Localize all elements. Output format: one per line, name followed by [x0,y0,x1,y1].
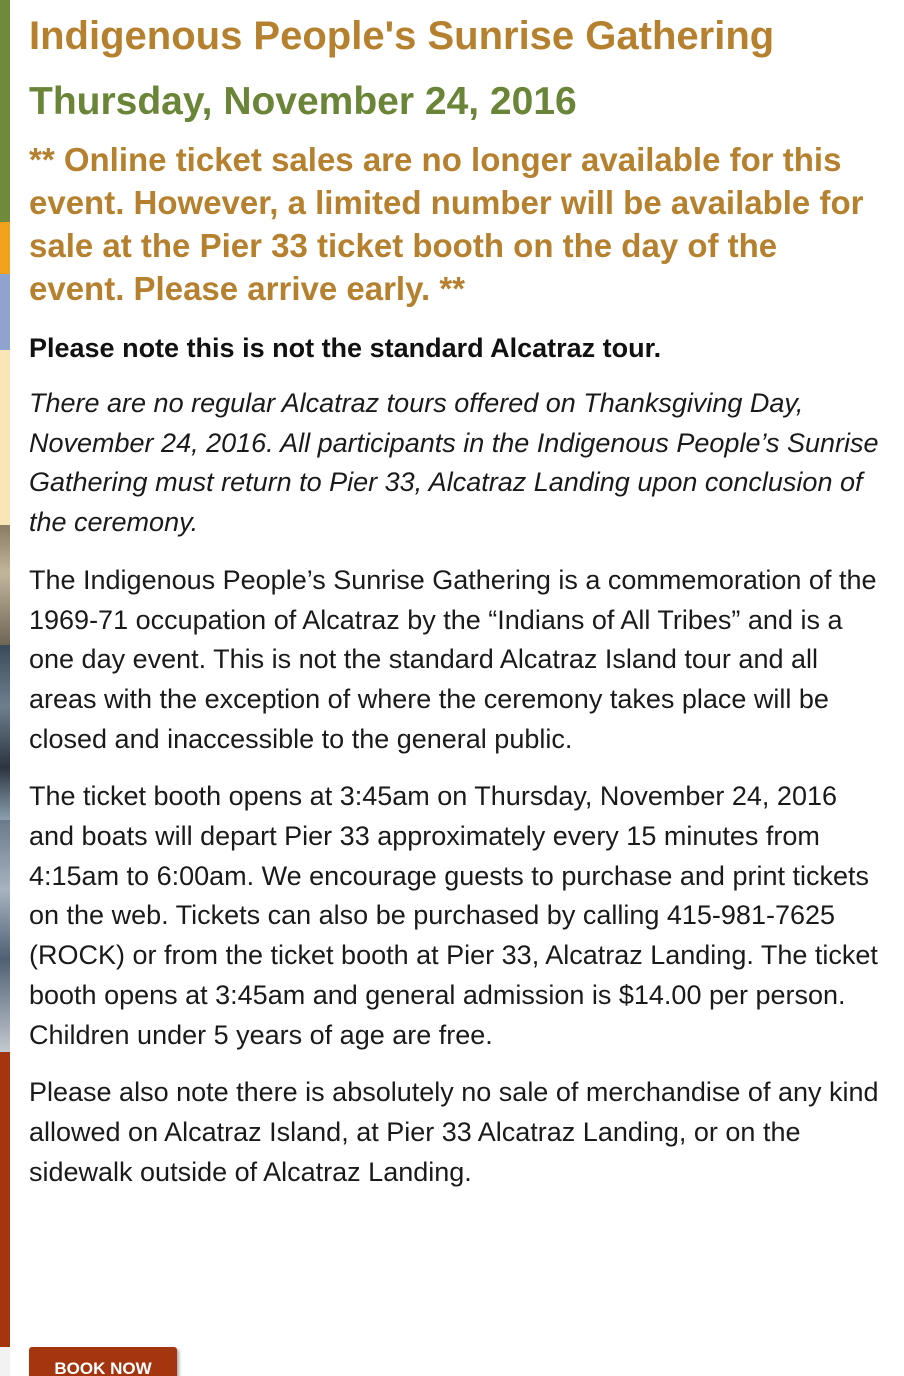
ticket-sales-notice: ** Online ticket sales are no longer available for this event. However, a limited number will be available for sale at the Pier 33 ticket booth on the day of the event. Please arrive early. ** [29,141,864,307]
event-content [29,10,879,1192]
sidebar-photo-segment [0,820,10,1052]
merchandise-note-paragraph: Please also note there is absolutely no sale of merchandise of any kind allowed on Alcatraz Island, at Pier 33 Alcatraz Landing, or on the sidewalk outside of Alcatraz Landing. [29,1077,879,1187]
sidebar-segment-cream [0,350,10,525]
event-description-paragraph: The Indigenous People’s Sunrise Gathering is a commemoration of the 1969-71 occupation of Alcatraz by the “Indians of All Tribes” and is a one day event. This is not the standard Alcatraz Island tour and all areas with the exception of where the ceremony takes place will be closed and inaccessible to the general public. [29,564,877,754]
not-standard-tour-note: Please note this is not the standard Alcatraz tour. [29,333,662,363]
sidebar-segment-rust [0,1052,10,1347]
ticket-info-paragraph: The ticket booth opens at 3:45am on Thursday, November 24, 2016 and boats will depart Pier 33 approximately every 15 minutes from 4:15am to 6:00am. We encourage guests to purchase and print tickets on the web. Tickets can also be purchased by calling 415-981-7625 (ROCK) or from the ticket booth at Pier 33, Alcatraz Landing. The ticket booth opens at 3:45am and general admission is $14.00 per person. Children under 5 years of age are free. [29,781,878,1050]
event-date: Thursday, November 24, 2016 [29,80,577,123]
event-title: Indigenous People's Sunrise Gathering [29,14,775,58]
sidebar-segment-green [0,0,10,222]
book-now-button[interactable]: BOOK NOW [29,1347,177,1376]
thanksgiving-tour-note: There are no regular Alcatraz tours offered on Thanksgiving Day, November 24, 2016. All participants in the Indigenous People’s Sunrise Gathering must return to Pier 33, Alcatraz Landing upon conclusion of the ceremony. [29,388,879,538]
sidebar-photo-segment [0,525,10,645]
sidebar-segment-blue [0,274,10,350]
sidebar-segment-light [0,1347,10,1376]
sidebar-segment-orange [0,222,10,274]
sidebar-photo-segment [0,645,10,820]
decorative-sidebar-strip [0,0,10,1376]
